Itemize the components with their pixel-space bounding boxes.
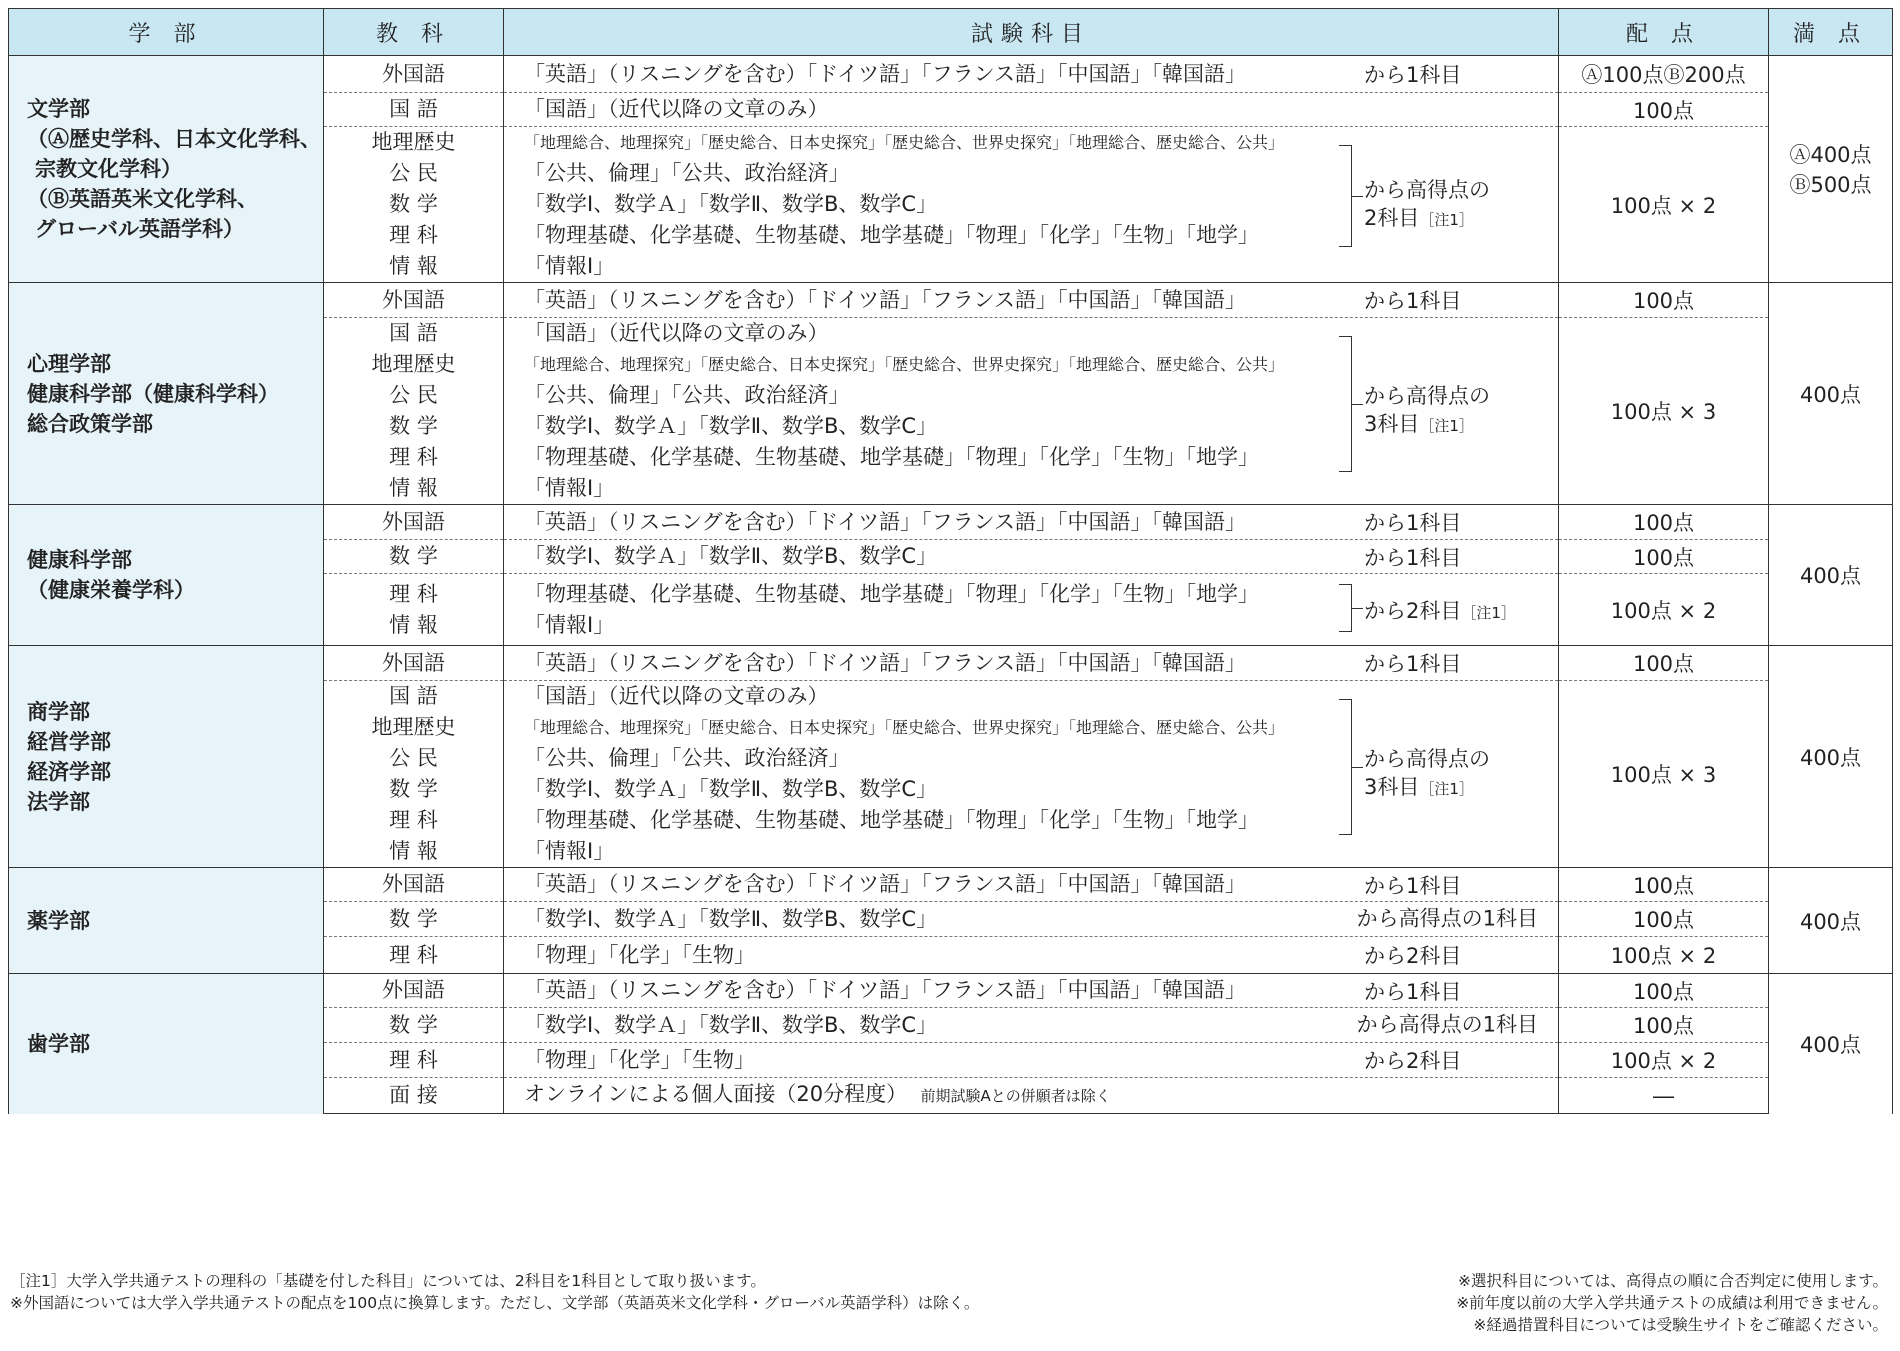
- footnote: ［注1］大学入学共通テストの理科の「基礎を付した科目」については、2科目を1科目として取り扱います。: [10, 1272, 766, 1290]
- points-cell: 100点 × 2: [1559, 574, 1769, 646]
- exam-elective-group: 「地理総合、地理探究」「歴史総合、日本史探究」「歴史総合、世界史探究」「地理総合、歴史総合、公共」 「公共、倫理」「公共、政治経済」 「数学Ⅰ、数学Ａ」「数学Ⅱ、数学B、数学C」 「物理基礎、化学基礎、生物基礎、地学基礎」「物理」「化学」「生物」「地学」 「情報Ⅰ」 から高得点の 2科目［注1］: [504, 127, 1559, 283]
- subject-list: 国 語 地理歴史 公 民 数 学 理 科 情 報: [324, 318, 504, 505]
- table-row: [9, 868, 1893, 902]
- faculty-cell-commerce: 商学部 経営学部 経済学部 法学部: [9, 646, 324, 868]
- selection-note: から高得点の 2科目［注1］: [1364, 177, 1490, 230]
- footnote: ※経過措置科目については受験生サイトをご確認ください。: [1473, 1316, 1888, 1334]
- subject-math: 数 学: [324, 540, 504, 574]
- table-row: [9, 283, 1893, 318]
- points-cell: 100点: [1559, 93, 1769, 127]
- points-cell: 100点 × 3: [1559, 318, 1769, 505]
- points-cell: 100点: [1559, 283, 1769, 318]
- selection-note: から2科目［注1］: [1364, 598, 1516, 623]
- exam-foreign-language: 「英語」（リスニングを含む）「ドイツ語」「フランス語」「中国語」「韓国語」 から1科目: [504, 868, 1559, 902]
- header-points: 配 点: [1559, 9, 1769, 56]
- exam-math: 「数学Ⅰ、数学Ａ」「数学Ⅱ、数学B、数学C」 から1科目: [504, 540, 1559, 574]
- points-cell: 100点 × 2: [1559, 1043, 1769, 1078]
- faculty-cell-letters: [9, 56, 324, 283]
- full-points-cell: 400点: [1769, 868, 1893, 974]
- header-full-points: 満 点: [1769, 9, 1893, 56]
- points-cell: 100点 × 2: [1559, 127, 1769, 283]
- faculty-dept: （Ⓑ英語英米文化学科、: [27, 187, 258, 211]
- subject-interview: 面 接: [324, 1078, 504, 1114]
- exam-foreign-language: 「英語」（リスニングを含む）「ドイツ語」「フランス語」「中国語」「韓国語」 から1科目: [504, 56, 1559, 93]
- faculty-cell-pharmacy: 薬学部: [9, 868, 324, 974]
- selection-bracket: [1339, 145, 1352, 247]
- points-cell: 100点: [1559, 540, 1769, 574]
- exam-science: 「物理」「化学」「生物」 から2科目: [504, 1043, 1559, 1078]
- footnotes-left: [10, 1270, 979, 1314]
- exam-elective-group: 「物理基礎、化学基礎、生物基礎、地学基礎」「物理」「化学」「生物」「地学」 「情報Ⅰ」 から2科目［注1］: [504, 574, 1559, 646]
- subject-foreign-language: 外国語: [324, 974, 504, 1008]
- points-cell: 100点: [1559, 505, 1769, 540]
- exam-science: 「物理」「化学」「生物」 から2科目: [504, 937, 1559, 974]
- subject-foreign-language: 外国語: [324, 646, 504, 681]
- exam-japanese: 「国語」（近代以降の文章のみ）: [504, 93, 1559, 127]
- footnote: ※選択科目については、高得点の順に合否判定に使用します。: [1458, 1272, 1888, 1290]
- exam-foreign-language: 「英語」（リスニングを含む）「ドイツ語」「フランス語」「中国語」「韓国語」 から1科目: [504, 974, 1559, 1008]
- points-cell: 100点: [1559, 1008, 1769, 1043]
- selection-note: から高得点の 3科目［注1］: [1364, 747, 1490, 799]
- points-cell: 100点: [1559, 646, 1769, 681]
- table-row: [9, 646, 1893, 681]
- exam-foreign-language: 「英語」（リスニングを含む）「ドイツ語」「フランス語」「中国語」「韓国語」 から1科目: [504, 505, 1559, 540]
- exam-foreign-language: 「英語」（リスニングを含む）「ドイツ語」「フランス語」「中国語」「韓国語」 から1科目: [504, 646, 1559, 681]
- exam-subjects-table: [8, 8, 1893, 1114]
- exam-math: 「数学Ⅰ、数学Ａ」「数学Ⅱ、数学B、数学C」 から高得点の1科目: [504, 1008, 1559, 1043]
- faculty-dept: 宗教文化学科）: [35, 157, 182, 181]
- subject-list: 地理歴史 公 民 数 学 理 科 情 報: [324, 127, 504, 283]
- selection-bracket: [1339, 336, 1352, 472]
- points-cell: ―: [1559, 1078, 1769, 1114]
- subject-foreign-language: 外国語: [324, 505, 504, 540]
- subject-math: 数 学: [324, 902, 504, 937]
- footnote: ※外国語については大学入学共通テストの配点を100点に換算します。ただし、文学部（英語英米文化学科・グローバル英語学科）は除く。: [10, 1294, 980, 1312]
- exam-foreign-language: 「英語」（リスニングを含む）「ドイツ語」「フランス語」「中国語」「韓国語」 から1科目: [504, 283, 1559, 318]
- full-points-cell: 400点: [1769, 646, 1893, 868]
- selection-bracket: [1339, 584, 1352, 632]
- points-cell: 100点: [1559, 868, 1769, 902]
- table-row: [9, 505, 1893, 540]
- subject-foreign-language: 外国語: [324, 868, 504, 902]
- exam-interview: オンラインによる個人面接（20分程度） 前期試験Aとの併願者は除く: [504, 1078, 1559, 1114]
- points-cell: 100点: [1559, 974, 1769, 1008]
- header-faculty: 学 部: [9, 9, 324, 56]
- header-subject: 教 科: [324, 9, 504, 56]
- header-exam-subjects: 試験科目: [504, 9, 1559, 56]
- table-row: [9, 974, 1893, 1008]
- subject-japanese: 国 語: [324, 93, 504, 127]
- subject-science: 理 科: [324, 937, 504, 974]
- faculty-cell-dentistry: 歯学部: [9, 974, 324, 1114]
- subject-foreign-language: 外国語: [324, 283, 504, 318]
- full-points-cell: 400点: [1769, 974, 1893, 1114]
- subject-list: 理 科 情 報: [324, 574, 504, 646]
- faculty-cell-psychology: 心理学部 健康科学部（健康科学科） 総合政策学部: [9, 283, 324, 505]
- full-points-cell: Ⓐ400点 Ⓑ500点: [1769, 56, 1893, 283]
- subject-list: 国 語 地理歴史 公 民 数 学 理 科 情 報: [324, 681, 504, 868]
- points-cell: 100点: [1559, 902, 1769, 937]
- faculty-cell-nutrition: 健康科学部 （健康栄養学科）: [9, 505, 324, 646]
- exam-elective-group: 「国語」（近代以降の文章のみ） 「地理総合、地理探究」「歴史総合、日本史探究」「歴史総合、世界史探究」「地理総合、歴史総合、公共」 「公共、倫理」「公共、政治経済」 「数学Ⅰ、数学Ａ」「数学Ⅱ、数学B、数学C」 「物理基礎、化学基礎、生物基礎、地学基礎」「物理」「化学」「生物」「地学」 「情報Ⅰ」 から高得点の 3科目［注1］: [504, 318, 1559, 505]
- footnote: ※前年度以前の大学入学共通テストの成績は利用できません。: [1456, 1294, 1888, 1312]
- selection-bracket: [1339, 699, 1352, 835]
- faculty-name: 文学部: [27, 97, 90, 121]
- table-row: [9, 56, 1893, 93]
- exam-math: 「数学Ⅰ、数学Ａ」「数学Ⅱ、数学B、数学C」 から高得点の1科目: [504, 902, 1559, 937]
- header-row: [9, 9, 1893, 56]
- points-cell: 100点 × 3: [1559, 681, 1769, 868]
- subject-science: 理 科: [324, 1043, 504, 1078]
- points-cell: Ⓐ100点Ⓑ200点: [1559, 56, 1769, 93]
- footnotes-right: [1456, 1270, 1888, 1336]
- faculty-dept: （Ⓐ歴史学科、日本文化学科、: [27, 127, 321, 151]
- subject-math: 数 学: [324, 1008, 504, 1043]
- full-points-cell: 400点: [1769, 283, 1893, 505]
- selection-note: から高得点の 3科目［注1］: [1364, 384, 1490, 436]
- faculty-dept: グローバル英語学科）: [35, 217, 244, 241]
- full-points-cell: 400点: [1769, 505, 1893, 646]
- subject-foreign-language: 外国語: [324, 56, 504, 93]
- points-cell: 100点 × 2: [1559, 937, 1769, 974]
- exam-elective-group: 「国語」（近代以降の文章のみ） 「地理総合、地理探究」「歴史総合、日本史探究」「歴史総合、世界史探究」「地理総合、歴史総合、公共」 「公共、倫理」「公共、政治経済」 「数学Ⅰ、数学Ａ」「数学Ⅱ、数学B、数学C」 「物理基礎、化学基礎、生物基礎、地学基礎」「物理」「化学」「生物」「地学」 「情報Ⅰ」 から高得点の 3科目［注1］: [504, 681, 1559, 868]
